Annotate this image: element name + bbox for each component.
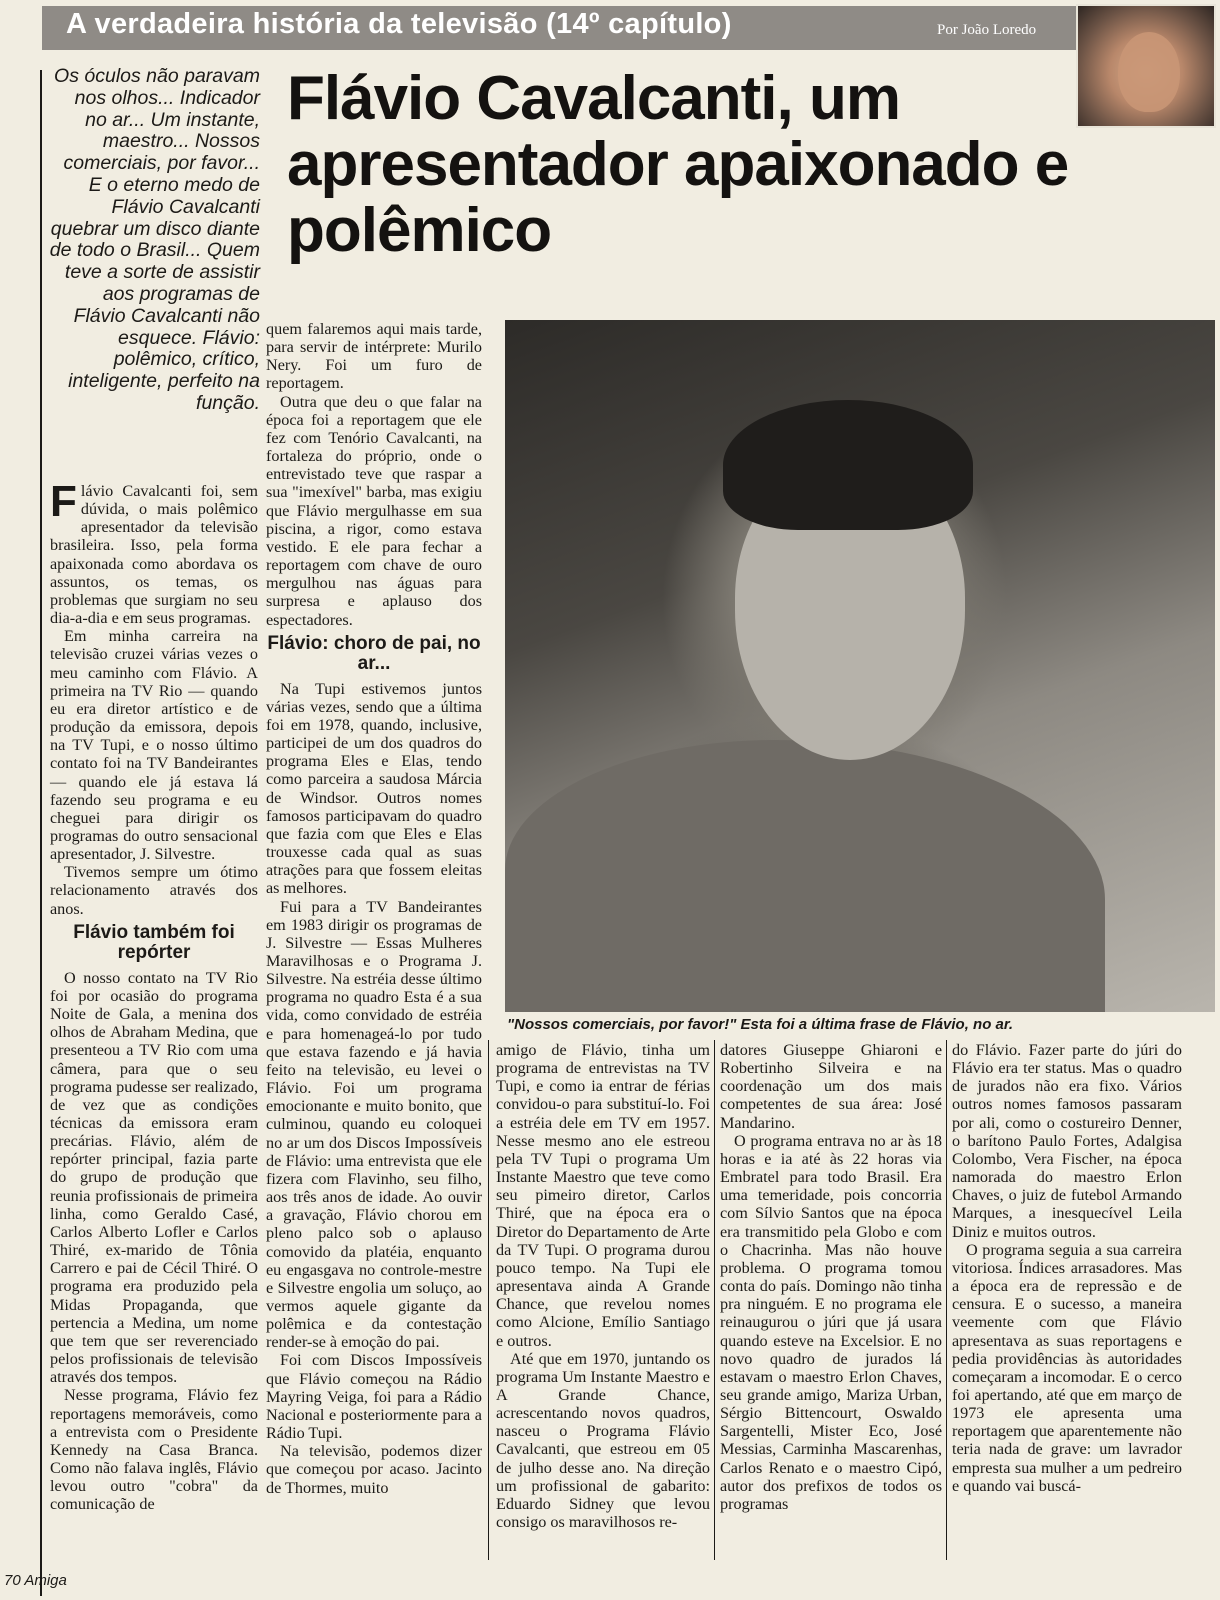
paragraph: lávio Cavalcanti foi, sem dúvida, o mais polêmico apresentador da televisão brasileira. Isso, pela forma apaixonada como abordava os assuntos, os temas, os problemas que surgiam no seu dia-a-dia e em seus programas. [50, 482, 258, 628]
column-rule [488, 1040, 489, 1560]
paragraph: Nesse programa, Flávio fez reportagens memoráveis, como a entrevista com o Presidente Kennedy na Casa Branca. Como não falava inglês, Flávio levou outro "cobra" da comunicação de [50, 1386, 258, 1514]
paragraph: Em minha carreira na televisão cruzei várias vezes o meu caminho com Flávio. A primeira na TV Rio — quando eu era diretor artístico e de produção da emissora, depois na TV Tupi, e o nosso último contato foi na TV Bandeirantes — quando ele já estava lá fazendo seu programa e eu cheguei para dirigir os programas do outro sensacional apresentador, J. Silvestre. [50, 627, 258, 864]
article-column-1 [50, 477, 258, 1514]
intro-blurb: Os óculos não paravam nos olhos... Indicador no ar... Um instante, maestro... Nossos comerciais, por favor... E o eterno medo de Flávio Cavalcanti quebrar um disco diante de todo o Brasil... Quem teve a sorte de assistir aos programas de Flávio Cavalcanti não esquece. Flávio: polêmico, crítico, inteligente, perfeito na função. [49, 65, 260, 414]
series-title: A verdadeira história da televisão (14º capítulo) [66, 8, 732, 40]
byline: Por João Loredo [937, 22, 1037, 38]
article-column-4 [720, 1041, 942, 1513]
paragraph: Até que em 1970, juntando os programa Um Instante Maestro e A Grande Chance, acrescentando novos quadros, nasceu o Programa Flávio Cavalcanti, que estreou em 05 de julho desse ano. Na direção um profissional de gabarito: Eduardo Sidney que levou consigo os maravilhosos re- [496, 1349, 710, 1532]
paragraph: do Flávio. Fazer parte do júri do Flávio era ter status. Mas o quadro de jurados não era fixo. Vários outros nomes famosos passaram por ali, como o costureiro Denner, o barítono Paulo Fortes, Adalgisa Colombo, Vera Fischer, na época namorada do maestro Erlon Chaves, o juiz de futebol Armando Marques, a inesquecível Leila Diniz e muitos outros. [952, 1041, 1182, 1241]
paragraph: Tivemos sempre um ótimo relacionamento através dos anos. [50, 863, 258, 918]
drop-cap: F [50, 477, 77, 526]
main-photo [505, 320, 1215, 1012]
paragraph: quem falaremos aqui mais tarde, para servir de intérprete: Murilo Nery. Foi um furo de reportagem. [266, 320, 482, 393]
paragraph: Outra que deu o que falar na época foi a reportagem que ele fez com Tenório Cavalcanti, na fortaleza do próprio, onde o entrevistado teve que raspar a sua "imexível" barba, mas exigiu que Flávio mergulhasse em sua piscina, a rigor, como estava vestido. E ele para fechar a reportagem com chave de ouro mergulhou nas águas para surpresa e aplauso dos espectadores. [266, 392, 482, 629]
headline: Flávio Cavalcanti, um apresentador apaixonado e polêmico [287, 64, 1069, 265]
paragraph: Foi com Discos Impossíveis que Flávio começou na Rádio Mayring Veiga, foi para a Rádio Nacional e posteriormente para a Rádio Tupi. [266, 1351, 482, 1443]
article-column-3 [496, 1041, 710, 1531]
paragraph: Na televisão, podemos dizer que começou por acaso. Jacinto de Thormes, muito [266, 1442, 482, 1497]
paragraph: datores Giuseppe Ghiaroni e Robertinho Silveira e na coordenação um dos mais competentes de sua área: José Mandarino. [720, 1041, 942, 1132]
left-rule [40, 70, 42, 1596]
magazine-name: Amiga [24, 1572, 67, 1589]
page-number: 70 [4, 1572, 21, 1589]
subheading: Flávio também foi repórter [73, 921, 235, 963]
paragraph: amigo de Flávio, tinha um programa de entrevistas na TV Tupi, e como ia entrar de férias convidou-o para substituí-lo. Foi a estréia dele em TV em 1957. Nesse mesmo ano ele estreou pela TV Tupi o programa Um Instante Maestro que teve como seu pimeiro diretor, Carlos Thiré, que na época era o Diretor do Departamento de Arte da TV Tupi. O programa durou pouco tempo. Na Tupi ele apresentava ainda A Grande Chance, que revelou nomes como Alcione, Emílio Santiago e outros. [496, 1041, 710, 1350]
page-folio [4, 1572, 67, 1589]
paragraph: O programa seguia a sua carreira vitoriosa. Índices arrasadores. Mas a época era de repressão e de censura. E o sucesso, a maneira veemente com que Flávio apresentava as suas reportagens e pedia providências às autoridades começaram a incomodar. E o cerco foi apertando, até que em março de 1973 ele apresenta uma reportagem que aparentemente não teria nada de grave: um lavrador empresta sua mulher a um pedreiro e quando vai buscá- [952, 1240, 1182, 1495]
column-rule [946, 1040, 947, 1560]
article-column-2 [266, 320, 482, 1497]
photo-caption: "Nossos comerciais, por favor!" Esta foi a última frase de Flávio, no ar. [507, 1016, 1014, 1033]
paragraph: Fui para a TV Bandeirantes em 1983 dirigir os programas de J. Silvestre — Essas Mulheres Maravilhosas e o Programa J. Silvestre. Na estréia desse último programa no quadro Esta é a sua vida, como convidado de estréia e para homenageá-lo por tudo que estava fazendo e já havia feito na televisão, eu levei o Flávio. Foi um programa emocionante e muito bonito, que culminou, quando eu coloquei no ar um dos Discos Impossíveis de Flávio: uma entrevista que ele fizera com Flavinho, seu filho, aos três anos de idade. Ao ouvir a gravação, Flávio chorou em pleno palco sob o aplauso comovido da platéia, enquanto eu engasgava no controle-mestre e Silvestre engolia um soluço, ao vermos aquele gigante da polêmica e da contestação render-se à emoção do pai. [266, 897, 482, 1352]
paragraph: O nosso contato na TV Rio foi por ocasião do programa Noite de Gala, a menina dos olhos de Abraham Medina, que presenteou a TV Rio com uma câmera, para que o seu programa pudesse ser realizado, de vez que as condições técnicas da emissora eram precárias. Flávio, além de repórter principal, fazia parte do grupo de produção que reunia profissionais de primeira linha, como Geraldo Casé, Carlos Alberto Lofler e Carlos Thiré, ex-marido de Tônia Carrero e pai de Cécil Thiré. O programa era produzido pela Midas Propaganda, que pertencia a Medina, um nome que tem que ser reverenciado pelos profissionais de televisão através dos tempos. [50, 968, 258, 1387]
column-rule [714, 1040, 715, 1560]
paragraph: Na Tupi estivemos juntos várias vezes, sendo que a última foi em 1978, quando, inclusive, participei de um dos quadros do programa Eles e Elas, tendo como parceira a saudosa Márcia de Windsor. Outros nomes famosos participavam do quadro que fazia com que Eles e Elas trouxesse cada qual as suas atrações para que fossem eleitas as melhores. [266, 679, 482, 898]
subheading: Flávio: choro de pai, no ar... [267, 632, 481, 674]
article-column-5 [952, 1041, 1182, 1495]
paragraph: O programa entrava no ar às 18 horas e ia até às 22 horas via Embratel para todo Brasil. Era uma temeridade, pois concorria com Sílvio Santos que na época era transmitido pela Globo e com o Chacrinha. Mas não houve problema. O programa tomou conta do país. Domingo não tinha pra ninguém. E no programa ele reinaugurou o júri que já usara quando esteve na Excelsior. E no novo quadro de jurados lá estavam o maestro Erlon Chaves, seu grande amigo, Mariza Urban, Sérgio Bittencourt, Oswaldo Sargentelli, Mister Eco, José Messias, Carminha Mascarenhas, Carlos Renato e o maestro Cipó, autor dos prefixos de todos os programas [720, 1131, 942, 1513]
